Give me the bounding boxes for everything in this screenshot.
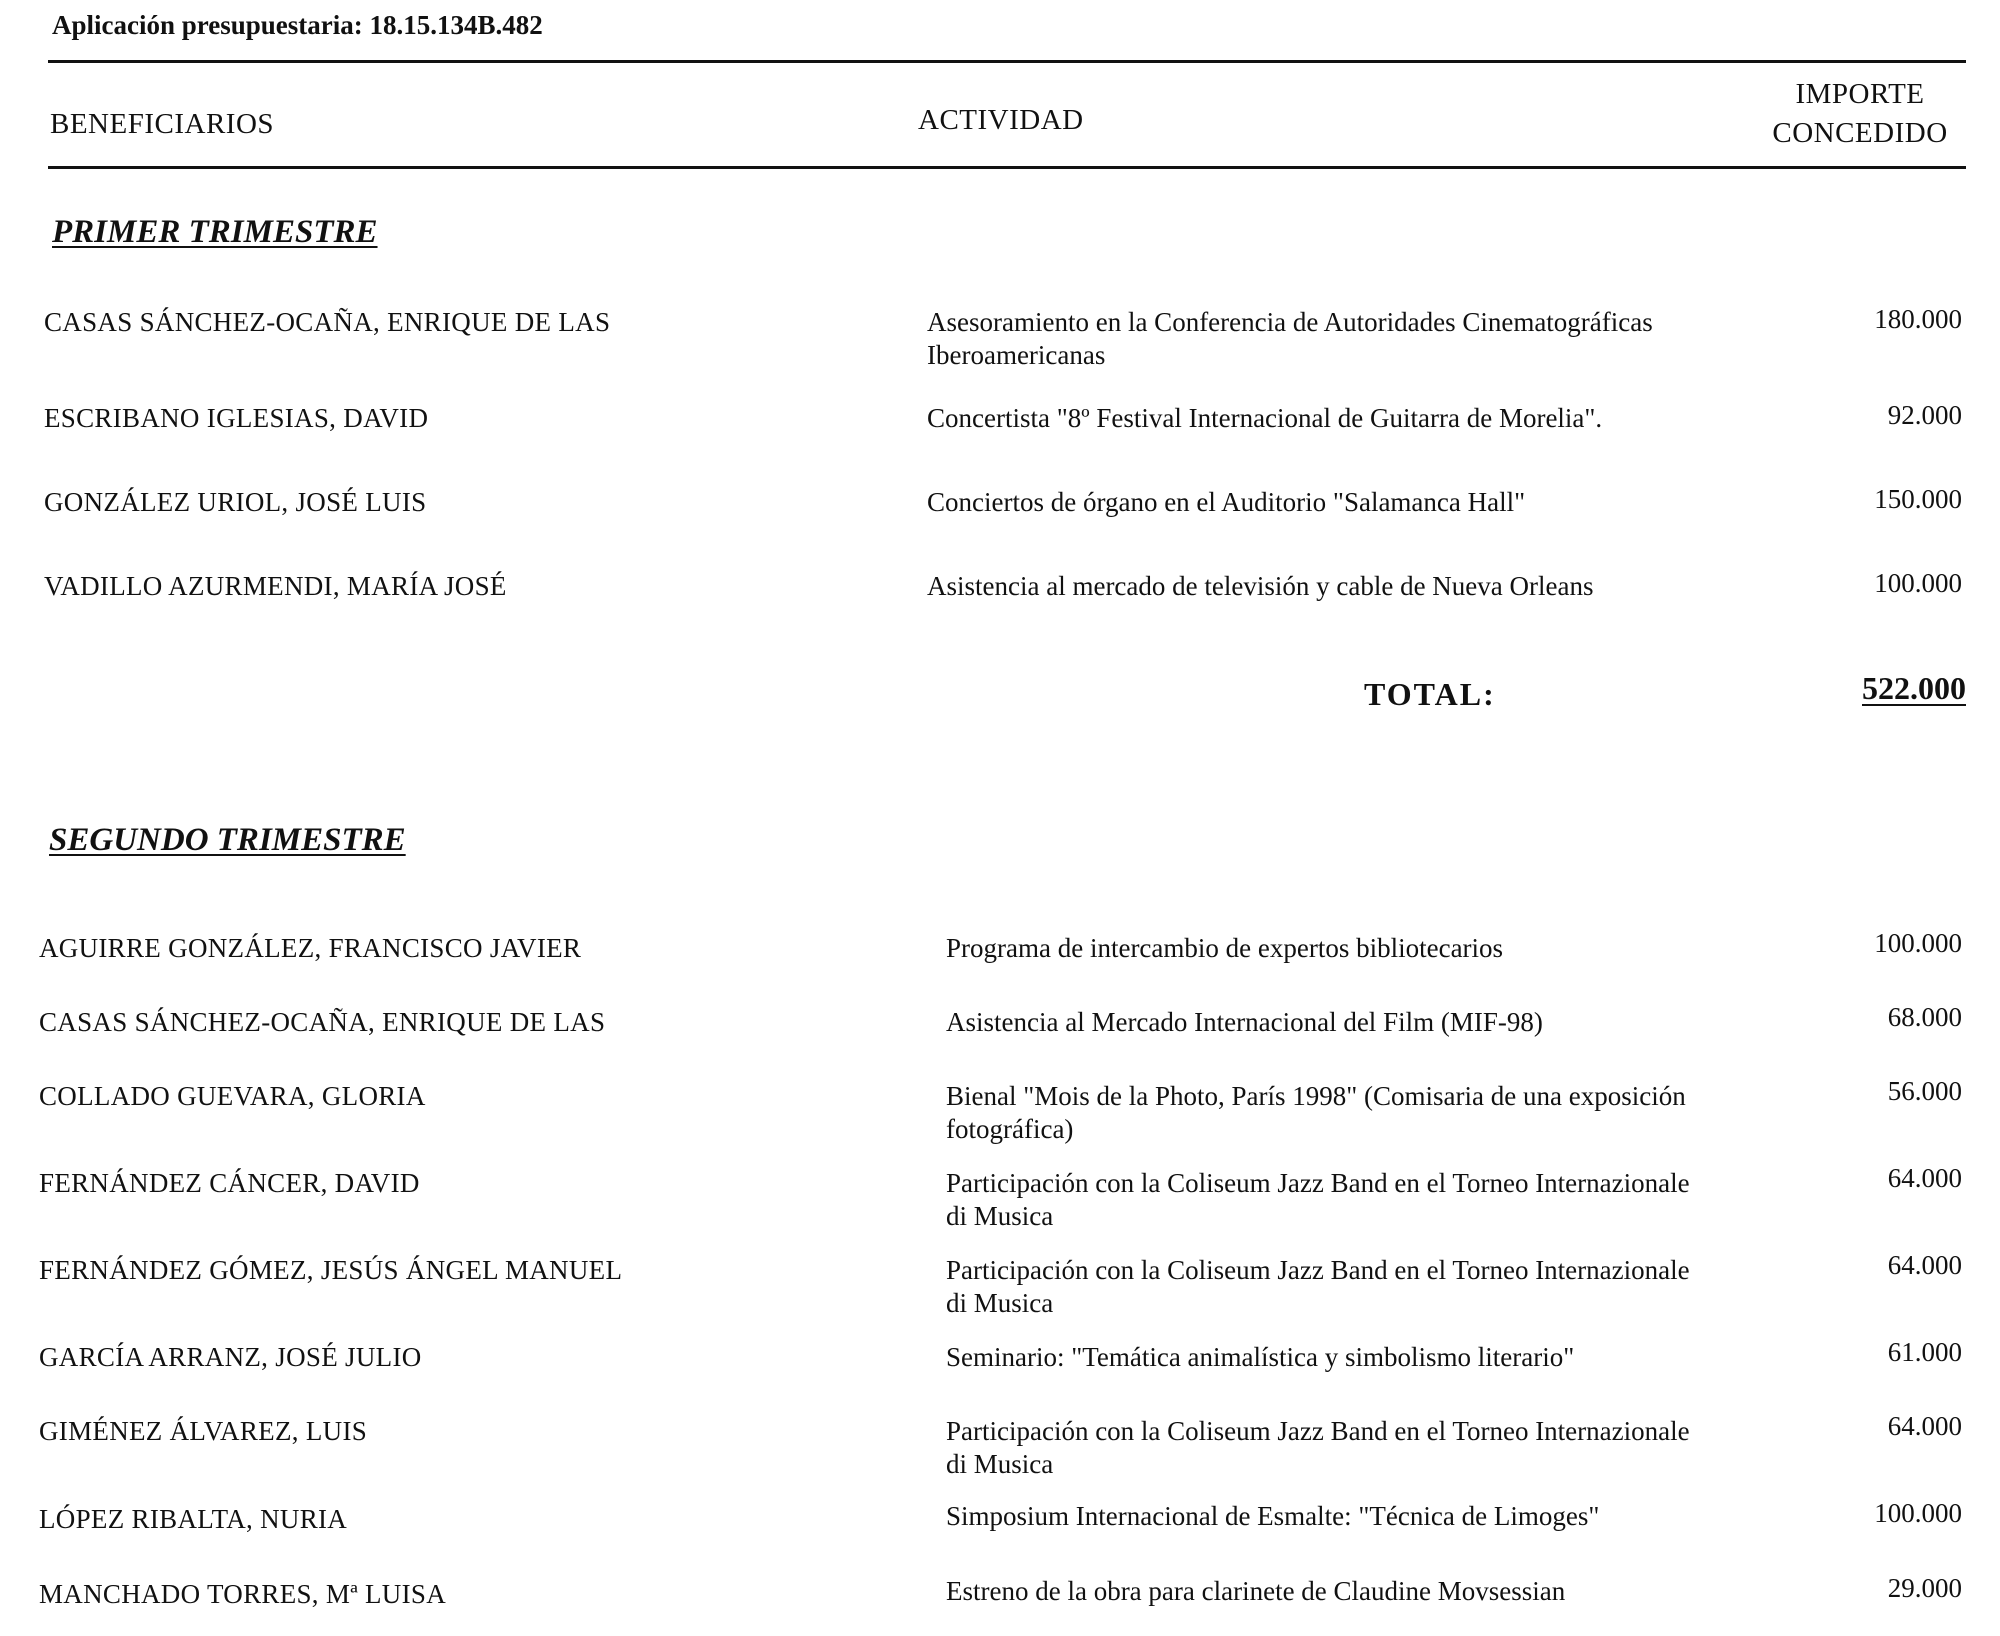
header-top-rule (48, 60, 1966, 63)
column-header-beneficiaries: BENEFICIARIOS (50, 108, 275, 140)
beneficiary-name: CASAS SÁNCHEZ-OCAÑA, ENRIQUE DE LAS (44, 307, 611, 337)
activity-description: Bienal "Mois de la Photo, París 1998" (Comisaria de una exposición fotográfica) (946, 1081, 1686, 1144)
amount-granted: 61.000 (1887, 1337, 1962, 1367)
amount-granted: 100.000 (1874, 1498, 1962, 1528)
activity-description: Seminario: "Temática animalística y simbolismo literario" (946, 1342, 1575, 1372)
activity-description: Participación con la Coliseum Jazz Band en el Torneo Internazionale di Musica (946, 1255, 1690, 1318)
amount-granted: 150.000 (1874, 484, 1962, 514)
amount-granted: 180.000 (1874, 304, 1962, 334)
beneficiary-name: GONZÁLEZ URIOL, JOSÉ LUIS (44, 487, 427, 517)
activity-description: Concertista "8º Festival Internacional de Guitarra de Morelia". (927, 403, 1603, 433)
beneficiary-name: VADILLO AZURMENDI, MARÍA JOSÉ (44, 571, 507, 601)
amount-granted: 68.000 (1887, 1002, 1962, 1032)
beneficiary-name: FERNÁNDEZ CÁNCER, DAVID (39, 1168, 420, 1198)
beneficiary-name: CASAS SÁNCHEZ-OCAÑA, ENRIQUE DE LAS (39, 1007, 606, 1037)
activity-description: Asesoramiento en la Conferencia de Autoridades Cinematográficas Iberoamericanas (927, 307, 1653, 370)
beneficiary-name: AGUIRRE GONZÁLEZ, FRANCISCO JAVIER (39, 933, 582, 963)
activity-description: Programa de intercambio de expertos bibliotecarios (946, 933, 1504, 963)
amount-granted: 100.000 (1874, 928, 1962, 958)
activity-description: Participación con la Coliseum Jazz Band en el Torneo Internazionale di Musica (946, 1168, 1690, 1231)
beneficiary-name: GIMÉNEZ ÁLVAREZ, LUIS (39, 1416, 368, 1446)
activity-description: Participación con la Coliseum Jazz Band en el Torneo Internazionale di Musica (946, 1416, 1690, 1479)
amount-granted: 64.000 (1887, 1411, 1962, 1441)
section-title-q2: SEGUNDO TRIMESTRE (49, 822, 406, 858)
amount-granted: 64.000 (1887, 1163, 1962, 1193)
amount-granted: 92.000 (1887, 400, 1962, 430)
activity-description: Simposium Internacional de Esmalte: "Técnica de Limoges" (946, 1501, 1600, 1531)
beneficiary-name: MANCHADO TORRES, Mª LUISA (39, 1579, 447, 1609)
column-header-activity: ACTIVIDAD (918, 104, 1084, 136)
beneficiary-name: GARCÍA ARRANZ, JOSÉ JULIO (39, 1342, 422, 1372)
activity-description: Asistencia al mercado de televisión y cable de Nueva Orleans (927, 571, 1594, 601)
activity-description: Conciertos de órgano en el Auditorio "Salamanca Hall" (927, 487, 1526, 517)
section-title-q1: PRIMER TRIMESTRE (52, 214, 378, 250)
budget-line: Aplicación presupuestaria: 18.15.134B.482 (52, 10, 543, 40)
beneficiary-name: LÓPEZ RIBALTA, NURIA (39, 1504, 348, 1534)
amount-granted: 64.000 (1887, 1250, 1962, 1280)
amount-granted: 56.000 (1887, 1076, 1962, 1106)
column-header-amount-line2: CONCEDIDO (1772, 117, 1948, 149)
beneficiary-name: ESCRIBANO IGLESIAS, DAVID (44, 403, 429, 433)
activity-description: Estreno de la obra para clarinete de Claudine Movsessian (946, 1576, 1566, 1606)
total-label: TOTAL: (1364, 676, 1496, 712)
amount-granted: 29.000 (1887, 1573, 1962, 1603)
beneficiary-name: COLLADO GUEVARA, GLORIA (39, 1081, 426, 1111)
amount-granted: 100.000 (1874, 568, 1962, 598)
column-header-amount-line1: IMPORTE (1795, 78, 1925, 110)
beneficiary-name: FERNÁNDEZ GÓMEZ, JESÚS ÁNGEL MANUEL (39, 1255, 623, 1285)
activity-description: Asistencia al Mercado Internacional del Film (MIF-98) (946, 1007, 1543, 1037)
total-value: 522.000 (1862, 670, 1966, 706)
header-bottom-rule (48, 166, 1966, 169)
